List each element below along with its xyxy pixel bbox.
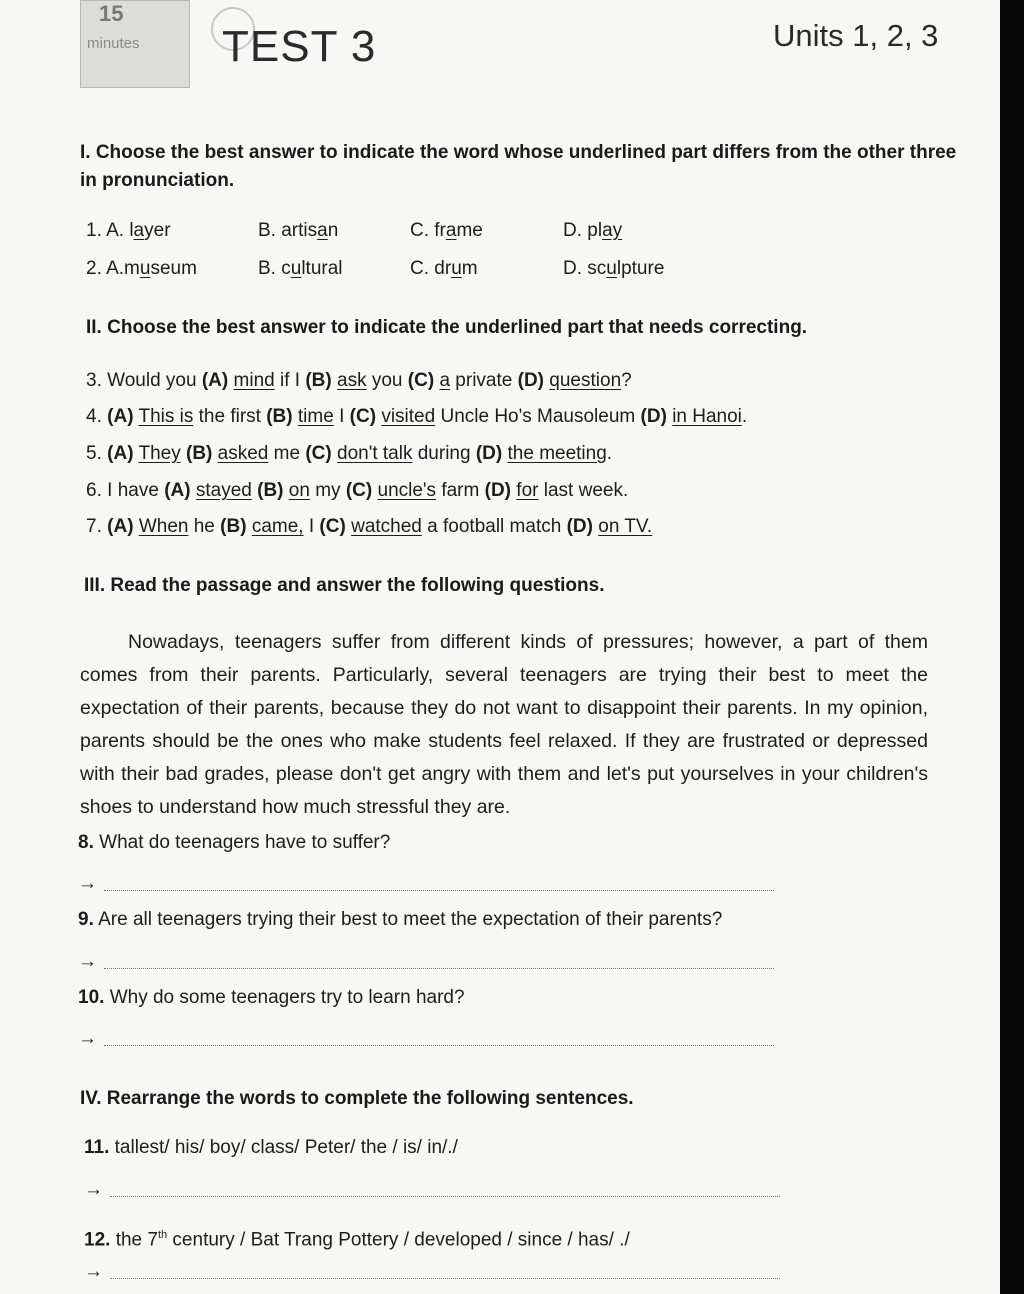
- badge-unit: minutes: [87, 35, 140, 52]
- question-7: 7. (A) When he (B) came, I (C) watched a football match (D) on TV.: [86, 516, 653, 537]
- test-title: TEST 3: [222, 22, 377, 71]
- q2-option-b[interactable]: B. cultural: [258, 258, 343, 279]
- question-10: 10. Why do some teenagers try to learn hard?: [78, 987, 465, 1008]
- q4-option-b[interactable]: time: [297, 406, 334, 427]
- reading-passage: Nowadays, teenagers suffer from different kinds of pressures; however, a part of them comes from their parents. Particularly, several teenagers are trying their best to meet the expectation of their parents, because they do not want to disappoint their parents. In my opinion, parents should be the ones who make students feel relaxed. If they are frustrated or depressed with their bad grades, please don't get angry with them and let's put yourselves in your children's shoes to understand how much stressful they are.: [80, 631, 928, 818]
- arrow-icon: →: [78, 951, 97, 972]
- q4-option-c[interactable]: visited: [381, 406, 436, 427]
- section1-heading: [80, 139, 956, 195]
- q4-option-d[interactable]: in Hanoi: [672, 406, 742, 427]
- section3-heading: III. Read the passage and answer the following questions.: [84, 575, 605, 596]
- arrow-icon: →: [84, 1261, 103, 1282]
- q2-number: 2.: [86, 258, 102, 279]
- section2-heading: II. Choose the best answer to indicate the underlined part that needs correcting.: [86, 317, 808, 338]
- q3-option-c[interactable]: a: [439, 370, 451, 391]
- answer-9[interactable]: [78, 950, 778, 974]
- arrow-icon: →: [84, 1179, 103, 1200]
- answer-11[interactable]: [84, 1178, 784, 1202]
- question-8: 8. What do teenagers have to suffer?: [78, 832, 391, 853]
- section1-heading-line2: in pronunciation.: [80, 170, 235, 191]
- question-3: 3. Would you (A) mind if I (B) ask you (C) a private (D) question?: [86, 370, 632, 391]
- units-label: Units 1, 2, 3: [773, 18, 939, 53]
- q2-option-a[interactable]: A.museum: [106, 258, 197, 279]
- answer-12[interactable]: [84, 1260, 784, 1284]
- q3-option-d[interactable]: question: [549, 370, 622, 391]
- arrow-icon: →: [78, 1028, 97, 1049]
- q6-option-c[interactable]: uncle's: [377, 480, 437, 501]
- question-4: 4. (A) This is the first (B) time I (C) visited Uncle Ho's Mausoleum (D) in Hanoi.: [86, 406, 748, 427]
- q7-option-d[interactable]: on TV.: [598, 516, 653, 537]
- q2-option-c[interactable]: C. drum: [410, 258, 478, 279]
- q5-option-a[interactable]: They: [138, 443, 181, 464]
- q6-option-a[interactable]: stayed: [195, 480, 252, 501]
- time-badge: [80, 0, 190, 88]
- q1-option-b[interactable]: B. artisan: [258, 220, 339, 241]
- q1-option-d[interactable]: D. play: [563, 220, 623, 241]
- q5-option-c[interactable]: don't talk: [337, 443, 413, 464]
- q1-option-a[interactable]: A. layer: [106, 220, 171, 241]
- question-5: 5. (A) They (B) asked me (C) don't talk during (D) the meeting.: [86, 443, 613, 464]
- q4-option-a[interactable]: This is: [138, 406, 194, 427]
- q7-option-a[interactable]: When: [138, 516, 189, 537]
- arrow-icon: →: [78, 873, 97, 894]
- q7-option-b[interactable]: came,: [251, 516, 304, 537]
- question-1: [86, 218, 171, 244]
- question-12: 12. the 7th century / Bat Trang Pottery / developed / since / has/ ./: [84, 1229, 630, 1251]
- q3-option-b[interactable]: ask: [337, 370, 367, 391]
- q6-option-d[interactable]: for: [516, 480, 539, 501]
- q1-option-c[interactable]: C. frame: [410, 220, 483, 241]
- section1-heading-line1: I. Choose the best answer to indicate the word whose underlined part differs from the other three: [80, 142, 957, 163]
- question-6: 6. I have (A) stayed (B) on my (C) uncle's farm (D) for last week.: [86, 480, 629, 501]
- question-11: 11. tallest/ his/ boy/ class/ Peter/ the / is/ in/./: [84, 1137, 458, 1158]
- section4-heading: IV. Rearrange the words to complete the following sentences.: [80, 1088, 634, 1109]
- q3-option-a[interactable]: mind: [233, 370, 275, 391]
- q1-number: 1.: [86, 220, 102, 241]
- answer-8[interactable]: [78, 872, 778, 896]
- q5-option-b[interactable]: asked: [217, 443, 269, 464]
- answer-10[interactable]: [78, 1027, 778, 1051]
- q2-option-d[interactable]: D. sculpture: [563, 258, 665, 279]
- q7-option-c[interactable]: watched: [351, 516, 422, 537]
- q6-option-b[interactable]: on: [288, 480, 310, 501]
- scan-edge: [1000, 0, 1024, 1294]
- question-2: [86, 256, 197, 282]
- question-9: 9. Are all teenagers trying their best to meet the expectation of their parents?: [78, 909, 723, 930]
- badge-number: 15: [99, 1, 124, 26]
- q5-option-d[interactable]: the meeting: [507, 443, 607, 464]
